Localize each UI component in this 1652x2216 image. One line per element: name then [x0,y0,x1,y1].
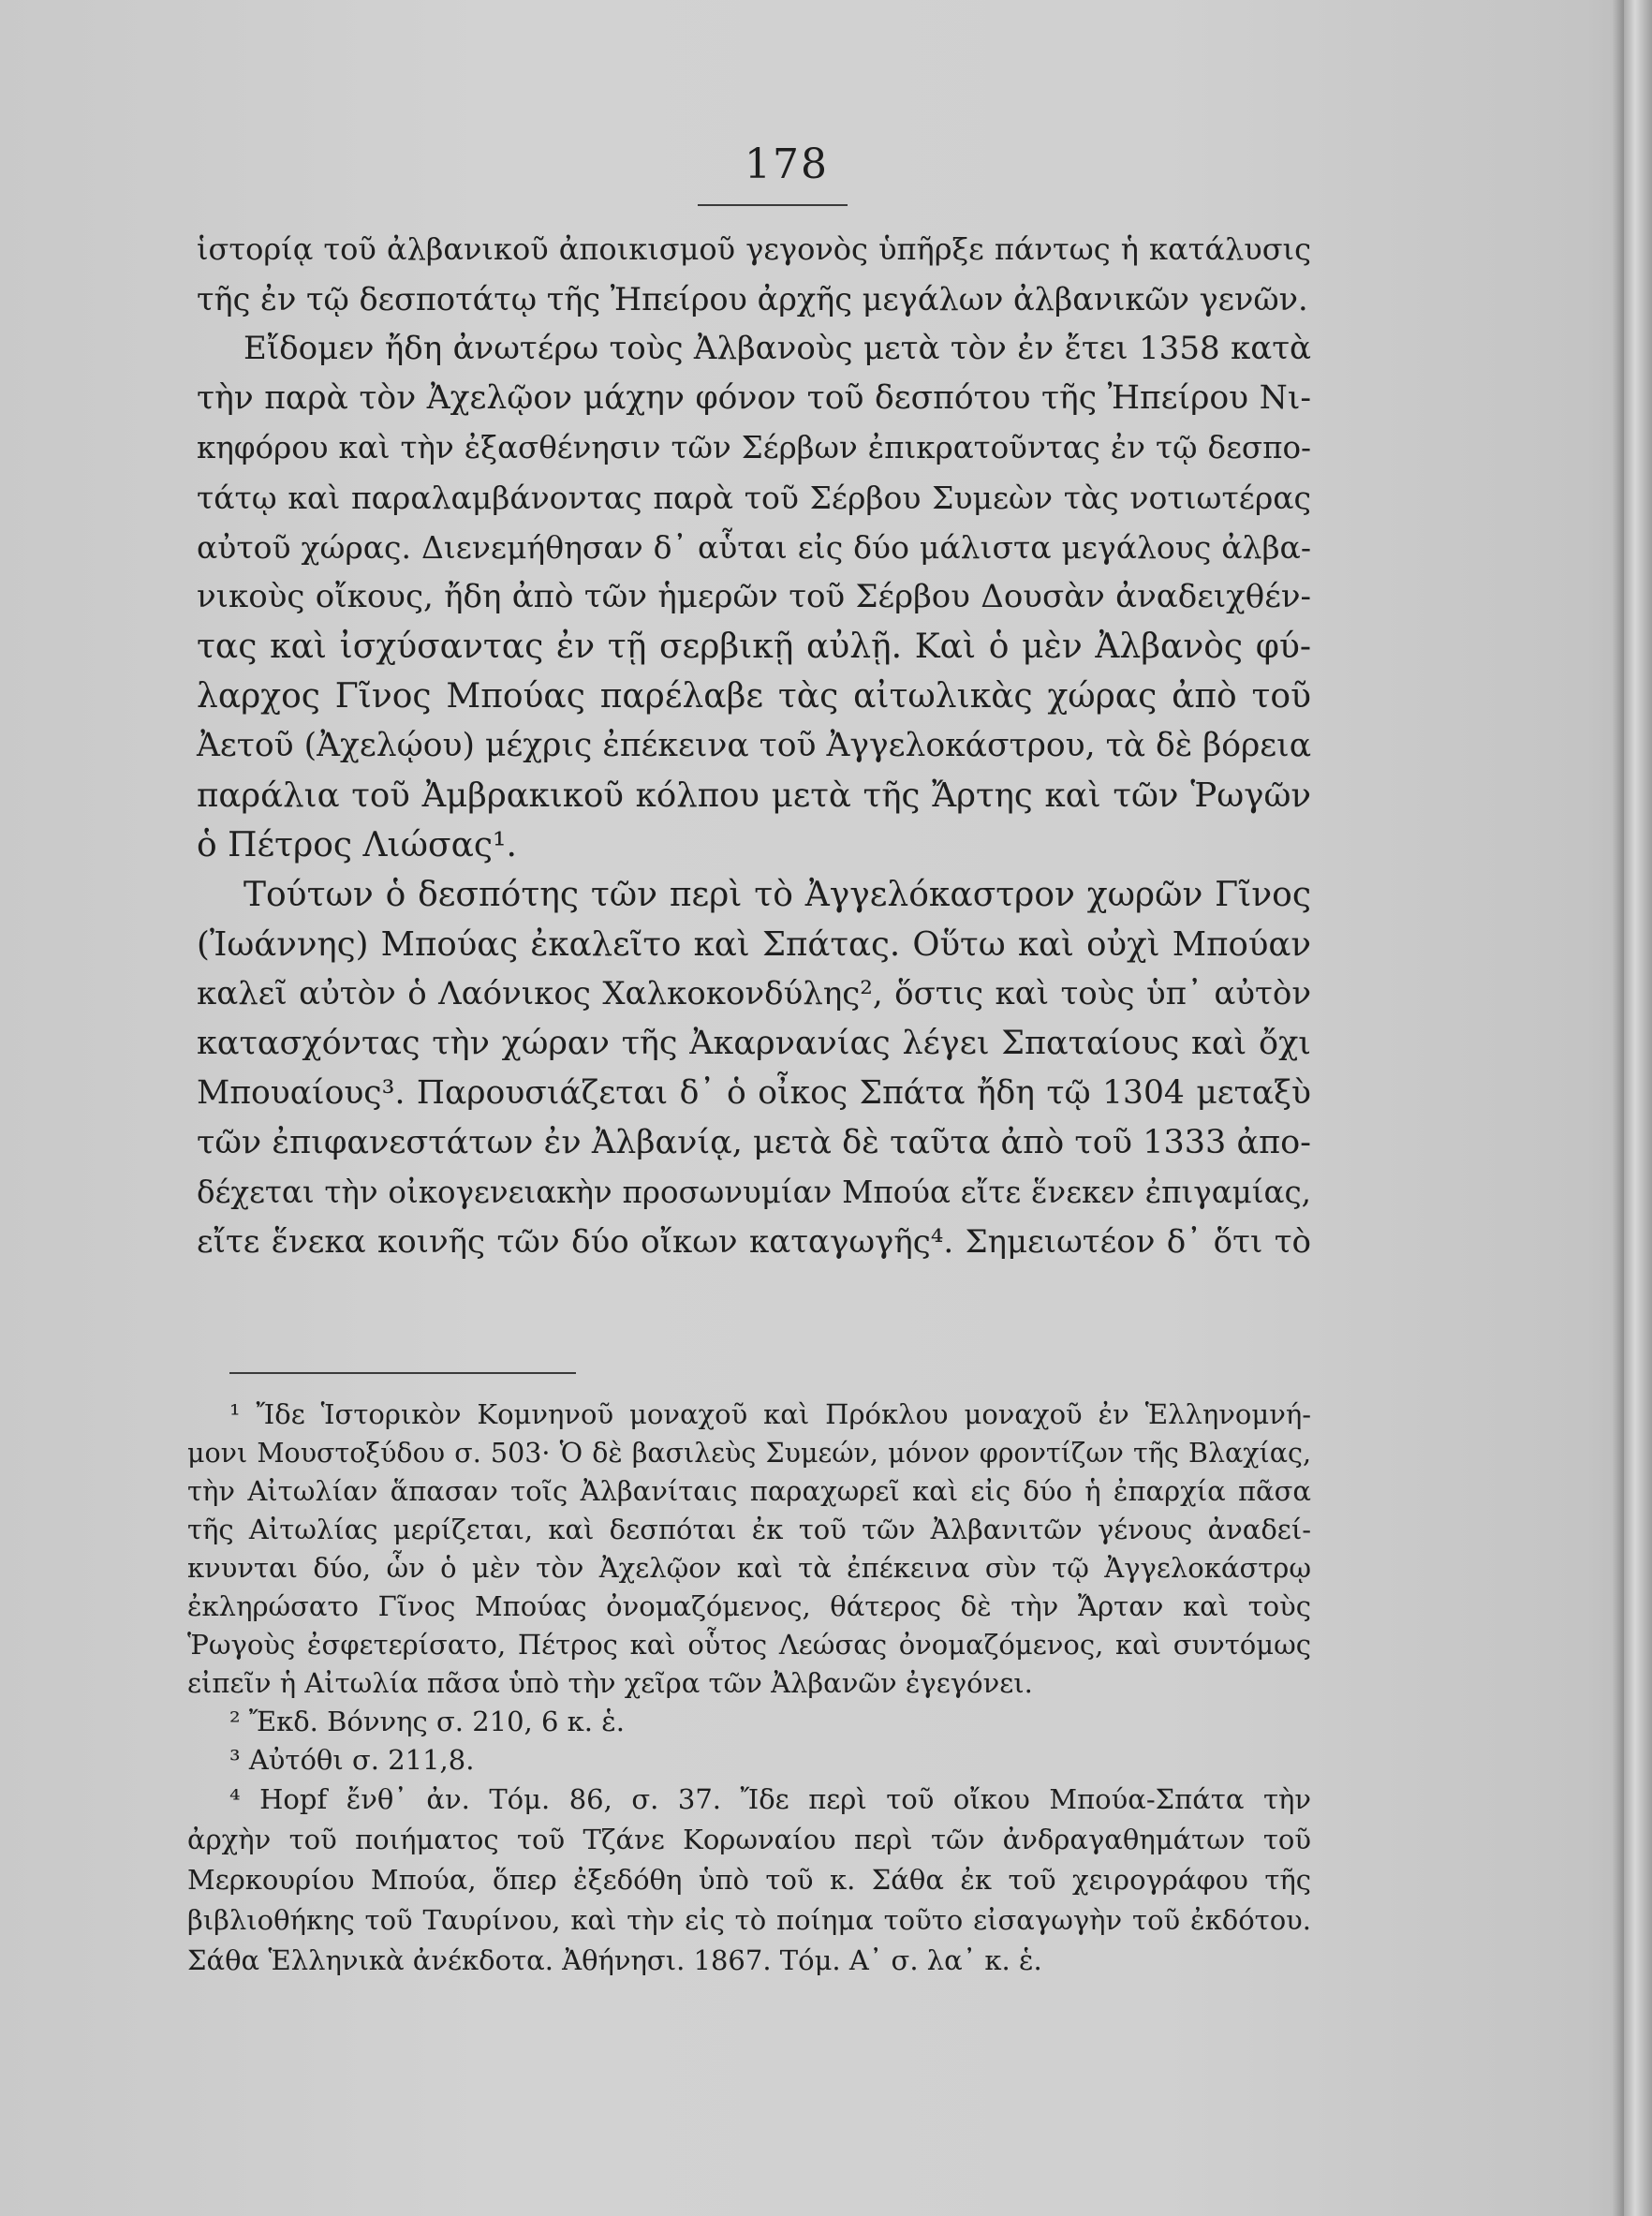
footnote-line: εἰπεῖν ἡ Αἰτωλία πᾶσα ὑπὸ τὴν χεῖρα τῶν Ἀλβανῶν ἐγεγόνει. [187,1667,1033,1699]
text-line: εἴτε ἕνεκα κοινῆς τῶν δύο οἴκων καταγωγῆς⁴. Σημειωτέον δ᾽ ὅτι τὸ [197,1223,1311,1261]
footnote-line: ἀρχὴν τοῦ ποιήματος τοῦ Τζάνε Κορωναίου περὶ τῶν ἀνδραγαθημάτων τοῦ [187,1824,1311,1855]
text-line: καλεῖ αὐτὸν ὁ Λαόνικος Χαλκοκονδύλης², ὅστις καὶ τοὺς ὑπ᾽ αὐτὸν [197,975,1311,1012]
footnote-separator [229,1372,576,1374]
book-spine-edge [1624,0,1652,2216]
footnote-line: τὴν Αἰτωλίαν ἅπασαν τοῖς Ἀλβανίταις παραχωρεῖ καὶ εἰς δύο ἡ ἐπαρχία πᾶσα [187,1475,1311,1507]
footnotes [187,1396,1311,1981]
text-line: Τούτων ὁ δεσπότης τῶν περὶ τὸ Ἀγγελόκαστρον χωρῶν Γῖνος [243,876,1311,914]
text-line: Μπουαίους³. Παρουσιάζεται δ᾽ ὁ οἶκος Σπάτα ἤδη τῷ 1304 μεταξὺ [197,1074,1311,1112]
text-line: λαρχος Γῖνος Μπούας παρέλαβε τὰς αἰτωλικὰς χώρας ἀπὸ τοῦ [197,677,1311,716]
footnote-line: Μερκουρίου Μπούα, ὅπερ ἐξεδόθη ὑπὸ τοῦ κ. Σάθα ἐκ τοῦ χειρογράφου τῆς [187,1864,1311,1896]
text-line: τῶν ἐπιφανεστάτων ἐν Ἀλβανίᾳ, μετὰ δὲ ταῦτα ἀπὸ τοῦ 1333 ἀπο- [197,1124,1311,1161]
footnote-line: Ῥωγοὺς ἐσφετερίσατο, Πέτρος καὶ οὗτος Λεώσας ὀνομαζόμενος, καὶ συντόμως [187,1629,1311,1661]
page-gutter-shadow [1613,0,1624,2216]
footnote-line: ¹ Ἴδε Ἱστορικὸν Κομνηνοῦ μοναχοῦ καὶ Πρόκλου μοναχοῦ ἐν Ἑλληνομνή- [229,1398,1311,1430]
footnote-line: τῆς Αἰτωλίας μερίζεται, καὶ δεσπόται ἐκ τοῦ τῶν Ἀλβανιτῶν γένους ἀναδεί- [187,1514,1311,1545]
footnote-line: κνυνται δύο, ὧν ὁ μὲν τὸν Ἀχελῷον καὶ τὰ ἐπέκεινα σὺν τῷ Ἀγγελοκάστρῳ [187,1552,1311,1584]
footnote-line: ² Ἔκδ. Βόννης σ. 210, 6 κ. ἑ. [229,1706,626,1737]
text-line: ὁ Πέτρος Λιώσας¹. [197,826,517,864]
text-line: τάτῳ καὶ παραλαμβάνοντας παρὰ τοῦ Σέρβου Συμεὼν τὰς νοτιωτέρας [197,480,1311,516]
text-line: νικοὺς οἴκους, ἤδη ἀπὸ τῶν ἡμερῶν τοῦ Σέρβου Δουσὰν ἀναδειχθέν- [197,578,1311,615]
footnote-line: βιβλιοθήκης τοῦ Ταυρίνου, καὶ τὴν εἰς τὸ ποίημα τοῦτο εἰσαγωγὴν τοῦ ἐκδότου. [187,1904,1311,1936]
text-line: κηφόρου καὶ τὴν ἐξασθένησιν τῶν Σέρβων ἐπικρατοῦντας ἐν τῷ δεσπο- [197,430,1311,465]
text-line: Εἴδομεν ἤδη ἀνωτέρω τοὺς Ἀλβανοὺς μετὰ τὸν ἐν ἔτει 1358 κατὰ [243,330,1311,367]
footnote-line: Σάθα Ἑλληνικὰ ἀνέκδοτα. Ἀθήνησι. 1867. Τόμ. Α᾽ σ. λα᾽ κ. ἑ. [187,1944,1042,1976]
footnote-line: μονι Μουστοξύδου σ. 503· Ὁ δὲ βασιλεὺς Συμεών, μόνον φροντίζων τῆς Βλαχίας, [187,1438,1311,1469]
text-line: Ἀετοῦ (Ἀχελῴου) μέχρις ἐπέκεινα τοῦ Ἀγγελοκάστρου, τὰ δὲ βόρεια [197,727,1311,764]
text-line: τας καὶ ἰσχύσαντας ἐν τῇ σερβικῇ αὐλῇ. Καὶ ὁ μὲν Ἀλβανὸς φύ- [197,628,1311,666]
text-line: τὴν παρὰ τὸν Ἀχελῷον μάχην φόνον τοῦ δεσπότου τῆς Ἠπείρου Νι- [197,379,1311,417]
page-number-rule [698,204,848,206]
footnote-line: ⁴ Hopf ἔνθ᾽ ἀν. Τόμ. 86, σ. 37. Ἴδε περὶ τοῦ οἴκου Μπούα-Σπάτα τὴν [229,1783,1311,1815]
footnote-line: ἐκληρώσατο Γῖνος Μπούας ὀνομαζόμενος, θάτερος δὲ τὴν Ἄρταν καὶ τοὺς [187,1590,1311,1622]
text-line: δέχεται τὴν οἰκογενειακὴν προσωνυμίαν Μπούα εἴτε ἕνεκεν ἐπιγαμίας, [197,1174,1311,1210]
footnote-line: ³ Αὐτόθι σ. 211,8. [229,1744,475,1776]
text-line: ἱστορίᾳ τοῦ ἀλβανικοῦ ἀποικισμοῦ γεγονὸς ὑπῆρξε πάντως ἡ κατάλυσις [197,231,1311,267]
text-line: αὐτοῦ χώρας. Διενεμήθησαν δ᾽ αὗται εἰς δύο μάλιστα μεγάλους ἀλβα- [197,529,1311,566]
text-line: παράλια τοῦ Ἀμβρακικοῦ κόλπου μετὰ τῆς Ἄρτης καὶ τῶν Ῥωγῶν [197,776,1311,815]
text-line: τῆς ἐν τῷ δεσποτάτῳ τῆς Ἠπείρου ἀρχῆς μεγάλων ἀλβανικῶν γενῶν. [197,281,1308,318]
page-number: 178 [745,140,829,188]
main-text [197,225,1311,1267]
text-line: (Ἰωάννης) Μπούας ἐκαλεῖτο καὶ Σπάτας. Οὕτω καὶ οὐχὶ Μπούαν [197,925,1311,964]
text-line: κατασχόντας τὴν χώραν τῆς Ἀκαρνανίας λέγει Σπαταίους καὶ ὄχι [197,1025,1311,1062]
